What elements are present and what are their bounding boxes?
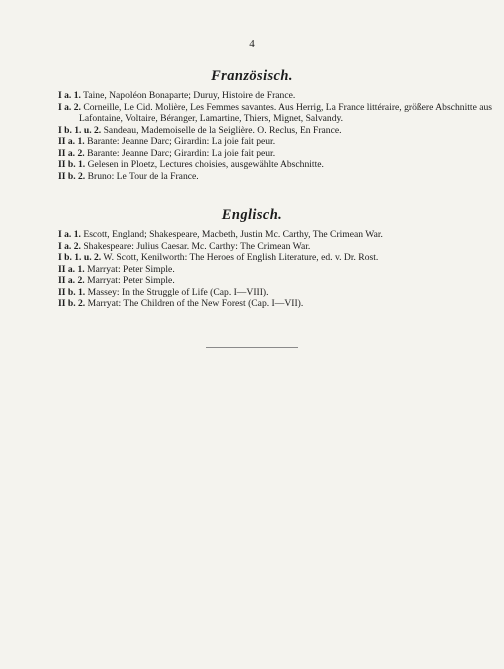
section-heading-english: Englisch. (221, 207, 283, 223)
list-item (58, 171, 478, 183)
reading-text: Taine, Napoléon Bonaparte; Duruy, Histoire de France. (83, 90, 296, 101)
list-item (58, 159, 478, 171)
class-label: II a. 2. (58, 275, 85, 286)
class-label: II b. 1. (58, 286, 86, 298)
reading-text: Gelesen in Ploetz, Lectures choisies, ausgewählte Abschnitte. (87, 159, 324, 170)
class-label: II b. 2. (58, 170, 86, 182)
list-item (58, 252, 478, 264)
class-label: I a. 2. (58, 240, 81, 252)
reading-text: Escott, England; Shakespeare, Macbeth, Justin Mc. Carthy, The Crimean War. (83, 229, 383, 240)
class-label: I b. 1. u. 2. (58, 252, 102, 263)
list-item (58, 275, 478, 287)
entry-list-english (58, 229, 478, 310)
reading-text: Marryat: Peter Simple. (87, 263, 175, 275)
list-item (58, 229, 478, 241)
reading-text: Marryat: Peter Simple. (87, 275, 175, 286)
class-label: II b. 1. (58, 159, 86, 170)
section-heading-french: Französisch. (211, 68, 293, 84)
list-item (58, 264, 478, 276)
list-item (58, 125, 478, 137)
reading-text: Corneille, Le Cid. Molière, Les Femmes savantes. Aus Herrig, La France littéraire, größere Abschnitte aus Lafontaine, Voltaire, Béranger, Lamartine, Thiers, Mignet, Salvandy. (79, 101, 493, 124)
list-item (58, 136, 478, 148)
page-number: 4 (249, 38, 255, 50)
list-item (58, 298, 478, 310)
reading-text: Barante: Jeanne Darc; Girardin: La joie fait peur. (87, 136, 276, 147)
list-item (58, 241, 478, 253)
reading-text: Shakespeare: Julius Caesar. Mc. Carthy: The Crimean War. (83, 240, 311, 252)
list-item (58, 148, 478, 160)
class-label: I a. 1. (58, 229, 81, 240)
reading-text: Massey: In the Struggle of Life (Cap. I—VIII). (87, 286, 269, 298)
class-label: I b. 1. u. 2. (58, 124, 102, 136)
reading-text: Barante: Jeanne Darc; Girardin: La joie fait peur. (87, 147, 276, 159)
class-label: II b. 2. (58, 298, 86, 309)
entry-list-french (58, 90, 493, 182)
reading-text: Marryat: The Children of the New Forest (Cap. I—VII). (87, 298, 304, 309)
class-label: I a. 1. (58, 90, 81, 101)
class-label: II a. 2. (58, 147, 85, 159)
reading-text: Sandeau, Mademoiselle de la Seiglière. O. Reclus, En France. (103, 124, 342, 136)
class-label: II a. 1. (58, 263, 85, 275)
section-divider (206, 347, 298, 348)
reading-text: W. Scott, Kenilworth: The Heroes of English Literature, ed. v. Dr. Rost. (103, 252, 379, 263)
list-item (58, 287, 478, 299)
reading-text: Bruno: Le Tour de la France. (87, 170, 199, 182)
list-item (21, 102, 504, 125)
list-item (58, 90, 478, 102)
class-label: II a. 1. (58, 136, 85, 147)
class-label: I a. 2. (58, 101, 81, 113)
